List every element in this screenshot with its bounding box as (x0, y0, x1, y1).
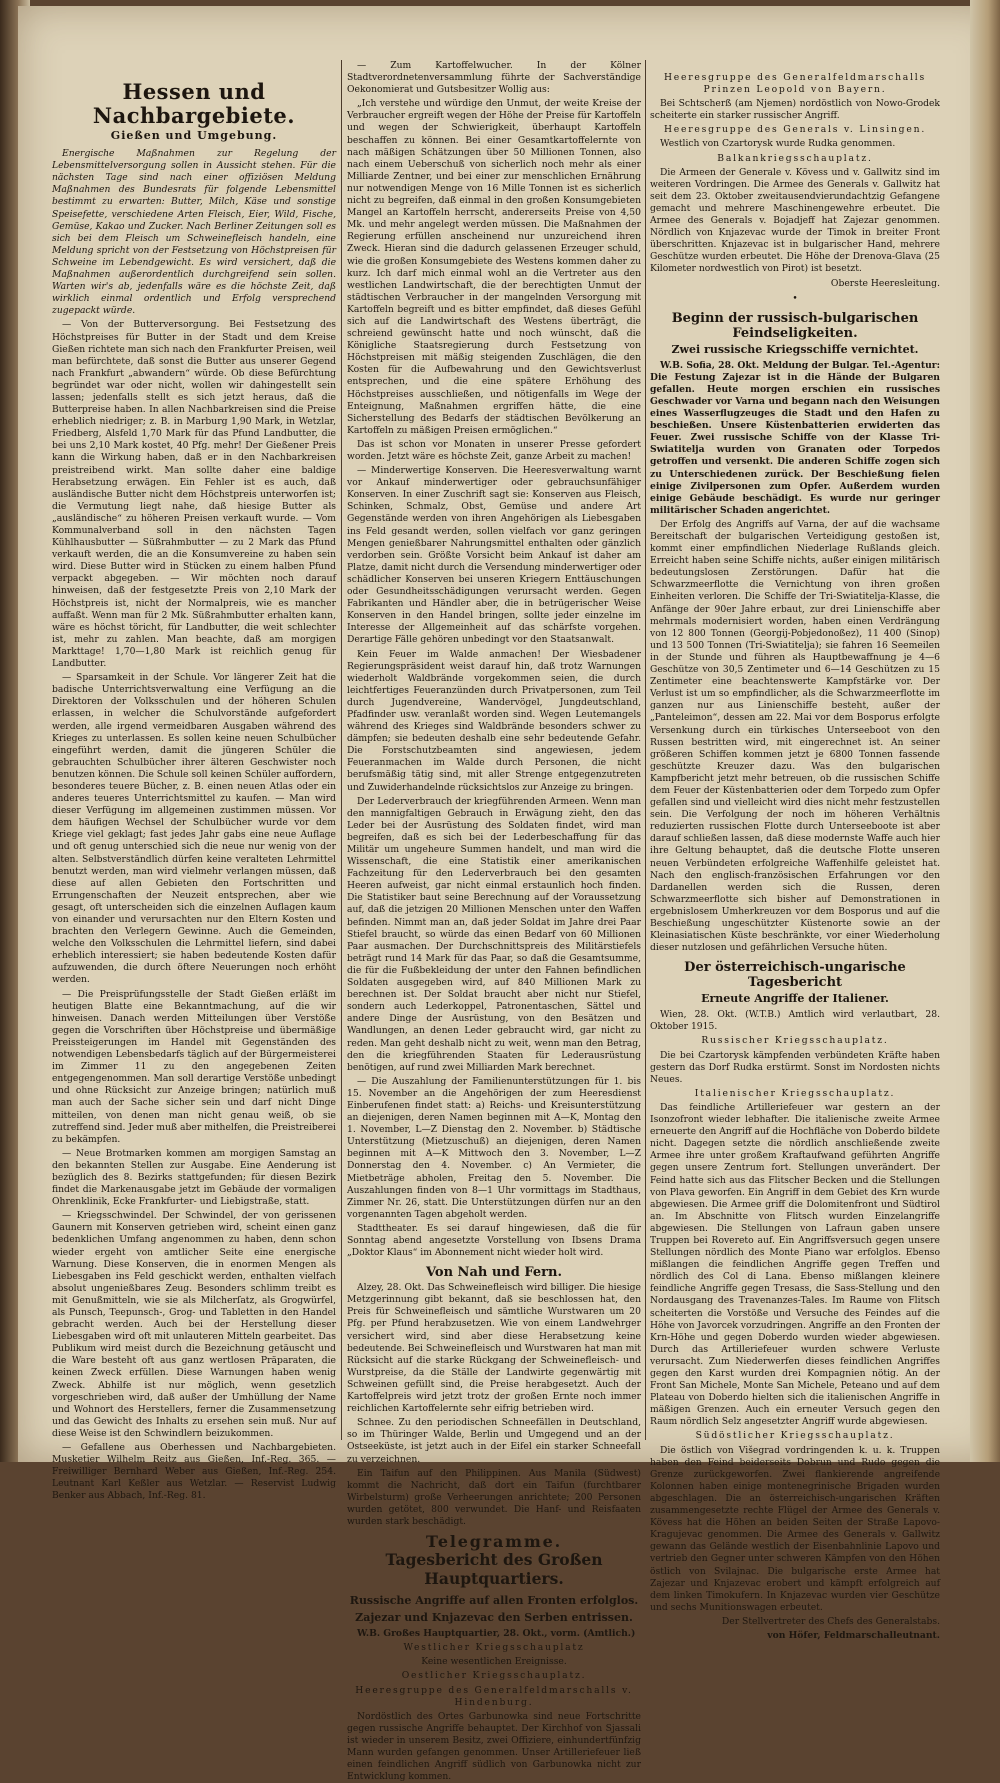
theater-heading: Russischer Kriegsschauplatz. (701, 1035, 889, 1047)
dateline: Wien, 28. Okt. (W.T.B.) Amtlich wird verlautbart, 28. Oktober 1915. (650, 1009, 940, 1033)
headline-austrian-report: Der österreichisch-ungarische Tagesbericht (684, 960, 906, 991)
paragraph: — Kriegsschwindel. Der Schwindel, der von gerissenen Gaunern mit Konserven getrieben wird, scheint einen ganz bedenklichen Umfang angenommen zu haben, denn schon wieder ergeht von amtlicher Seite eine energische Warnung. Diese Konserven, die in enormen Mengen als Liebesgaben ins Feld geschickt werden, enthalten vielfach absolut ungenießbares Zeug. Besonders schlimm treibt es mit Genußmitteln, wie sie als Milcherſatz, als Grogwürfel, als Punsch, Teepunsch-, Grog- und Tabletten in den Handel gebracht werden. Auch bei der Herstellung dieser Liebesgaben wird oft mit unlauteren Mitteln gearbeitet. Das Publikum wird meist durch die Bezeichnung getäuscht und die Ware besteht oft aus ganz wertlosen Präparaten, die keinen Zweck erfüllen. Diese Warnungen haben wenig Zweck. Abhilfe ist nur möglich, wenn gesetzlich vorgeschrieben wird, daß außer der Umhüllung der Name und Wohnort des Herstellers, ferner die Zusammensetzung und das Gewicht des Inhalts zu ersehen sein muß. Nur auf diese Weise ist den Schwindlern beizukommen. (52, 1210, 336, 1439)
paragraph: Stadttheater. Es sei darauf hingewiesen, daß die für Sonntag abend angesetzte Vorstellung von Ibsens Drama „Doktor Klaus“ im Abonnement nicht wieder holt wird. (347, 1222, 641, 1259)
paragraph: Das ist schon vor Monaten in unserer Presse gefordert worden. Jetzt wäre es höchste Zeit, ganze Arbeit zu machen! (347, 438, 641, 462)
army-group-heading: Heeresgruppe des Generalfeldmarschalls v. Hindenburg. (355, 1684, 633, 1708)
subheadline-warships: Zwei russische Kriegsschiffe vernichtet. (671, 342, 919, 356)
column-rule-2 (645, 60, 646, 1440)
theater-heading: Oestlicher Kriegsschauplatz. (401, 1670, 587, 1682)
paragraph: Das feindliche Artilleriefeuer war gestern an der Isonzofront wieder lebhafter. Die italienische zweite Armee erneuerte den Angriff auf die Hochfläche von Doberdo bildete nicht. Dagegen setzte die nördlich anschließende zweite Armee ihre unter großem Kraftaufwand geführten Angriffe gegen unsere Zentrum fort. Stellungen unverändert. Der Feind hatte sich aus das Flitscher Becken und die Stellungen von Plava geworfen. Ein Angriff in dem Gebiet des Krn wurde abgewiesen. Die Armee griff die Dolomitenfront und Südtirol an. Im Abschnitte von Flitsch wurden Einzelangriffe abgewiesen. Die Stellungen von Lafraun gaben unsere Truppen bei Rovereto auf. Ein Angriffsversuch gegen unsere Stellungen nördlich des Monte Piano war erfolglos. Ebenso mißlangen die feindlichen Angriffe gegen Treffen und nördlich des Col di Lana. Ebenso mißlangen kleinere feindliche Angriffe gegen Tresass, die Sass-Stellung und den Nordausgang des Travenanzes-Tales. Im Raume von Flitsch scheiterten die Vorstöße und Versuche des Feindes auf die Höhe von Javorcek vorzudringen. Angriffe an den Fronten der Krn-Höhe und gegen Doberdo wurden wieder abgewiesen. Durch das Artilleriefeuer wurden schwere Verluste verursacht. Zum Niederwerfen dieses feindlichen Angriffes gegen den Karst wurden drei Kompagnien nötig. An der Front San Michele, Monte San Michele, Peteano und auf dem Plateau von Doberdo hielten sich die italienischen Angriffe in mäßigen Grenzen. Auch ein erneuter Versuch gegen den Raum nördlich Selz angesetzter Angriff wurde abgewiesen. (650, 1101, 940, 1428)
paragraph: Der Lederverbrauch der kriegführenden Armeen. Wenn man den mannigfaltigen Gebrauch in Erwägung zieht, den das Leder bei der Ausrüstung des Soldaten findet, wird man begreifen, daß es sich bei der Lederbeschaffung für das Militär um ungeheure Summen handelt, und man wird die Wissenschaft, die eine Statistik einer amerikanischen Fachzeitung für den Lederverbrauch bei den gesamten Heeren aufweist, gar nicht einmal erstaunlich hoch finden. Die Statistiker baut seine Berechnung auf der Voraussetzung auf, daß die jetzigen 20 Millionen Menschen unter den Waffen befinden. Nimmt man an, daß jeder Soldat im Jahre drei Paar Stiefel braucht, so würde das einen Bedarf von 60 Millionen Paar ausmachen. Der Durchschnittspreis des Militärstiefels beträgt rund 14 Mark für das Paar, so daß die Gesamtsumme, die für die Fußbekleidung der unter den Fahnen befindlichen Soldaten ausgegeben wird, auf 840 Millionen Mark zu berechnen ist. Der Soldat braucht aber nicht nur Stiefel, sondern auch Lederkoppel, Patronentaschen, Sättel und andere Dinge der Ausrüstung, von den Besätzen und Wandlungen, an denen Leder gebraucht wird, gar nicht zu reden. Man geht deshalb nicht zu weit, wenn man den Betrag, den die kriegführenden Staaten für Lederausrüstung benötigen, auf rund zwei Milliarden Mark berechnet. (347, 795, 641, 1073)
section-title-telegramme: Telegramme. (426, 1532, 562, 1552)
army-group-heading: Heeresgruppe des Generalfeldmarschalls Prinzen Leopold von Bayern. (663, 72, 927, 96)
paragraph: — Die Preisprüfungsstelle der Stadt Gießen erläßt im heutigen Blatte eine Bekanntmachung, auf die wir hinweisen. Danach werden Mitteilungen über Verstöße gegen die Vorschriften über Höchstpreise und übermäßige Preissteigerungen im Handel mit Gegenständen des notwendigen Lebensbedarfs täglich auf der Bürgermeisterei im Zimmer 11 zu den angegebenen Zeiten entgegengenommen. Man soll derartige Verstöße unbedingt und ohne Rücksicht zur Anzeige bringen; natürlich muß man auch der Sache sicher sein und darf nicht Dinge mitteilen, von denen man nicht genau weiß, ob sie zutreffend sind. Jeder muß aber mithelfen, die Preistreiberei zu bekämpfen. (52, 988, 336, 1145)
paragraph: „Ich verstehe und würdige den Unmut, der weite Kreise der Verbraucher ergreift wegen der Höhe der Preise für Kartoffeln und wegen der Schwierigkeit, überhaupt Kartoffeln beschaffen zu können. Bei einer Gesamtkartoffelernte von nach mäßigen Schätzungen über 50 Millionen Tonnen, also nach einem Ueberschuß von sicherlich noch mehr als einer Milliarde Zentner, und bei einer zur menschlichen Ernährung nur notwendigen Menge von 16 Mille Tonnen ist es sicherlich nicht zu begreifen, daß einmal in den großen Konsumgebieten Mangel an Kartoffeln herrscht, andererseits Preise von 4,50 Mk. und mehr angelegt werden müssen. Die Maßnahmen der Regierung erfüllen anscheinend nur unzureichend ihren Zweck. Hieran sind die dadurch gelassenen Erzeuger schuld, wie die großen Konsumgebiete des Westens kommen daher zu kurz. Ich darf mich einmal wohl an die Vertreter aus den westlichen Landwirtschaft, die der berechtigten Unmut der städtischen Verbraucher in der mangelnden Versorgung mit Kartoffeln begreift und es bitter empfindet, daß dieses Gefühl sich auf die Landwirtschaft des Westens überträgt, die schreiend gewünscht hatte und noch wünscht, daß die Königliche Staatsregierung durch Festsetzung von Höchstpreisen mit mäßig steigenden Zuschlägen, die den Kosten für die Aufbewahrung und den Gewichtsverlust entsprechen, und die eine spätere Erhöhung des Höchstpreises ausschließen, und nötigenfalls im Wege der Enteignung, Maßnahmen ergriffen hätte, die eine Sicherstellung des Bedarfs der städtischen Bevölkerung an Kartoffeln zu mäßigen Preisen ermöglichen.“ (347, 98, 641, 436)
subheadline-serbs: Zajezar und Knjazevac den Serben entrissen. (355, 1611, 633, 1625)
theater-heading: Balkankriegsschauplatz. (717, 152, 873, 164)
paragraph: Ein Taifun auf den Philippinen. Aus Manila (Südwest) kommt die Nachricht, daß dort ein Taifun (furchtbarer Wirbelsturm) große Verheerungen anrichtete; 200 Personen wurden getötet, 800 verwundet. Die Hanf- und Reisfaaten wurden stark beschädigt. (347, 1467, 641, 1527)
paragraph: — Von der Butterversorgung. Bei Festsetzung des Höchstpreises für Butter in der Stadt und dem Kreise Gießen richtete man sich nach den Frankfurter Preisen, weil man befürchtete, daß sonst die Butter aus unserer Gegend nach Frankfurt „abwandern“ würde. Ob diese Befürchtung begründet war oder nicht, wollen wir dahingestellt sein lassen; jedenfalls stellt es sich jetzt heraus, daß die Butterpreise haben. In allen Nachbarkreisen sind die Preise erheblich niedriger; z. B. in Marburg 1,90 Mark, in Wetzlar, Friedberg, Alsfeld 1,70 Mark für das Pfund Landbutter, die bei uns 2,10 Mark kostet, 40 Pfg. mehr! Der Gießener Preis kann die Wirkung haben, daß er in den Nachbarkreisen preistreibend wirkt. Man sollte daher eine baldige Herabsetzung erwägen. Ein Fehler ist es auch, daß ausländische Butter nicht dem Höchstpreis unterworfen ist; die Vermutung liegt nahe, daß hiesige Butter als „ausländische“ zu höheren Preisen verkauft wurde. — Vom Kommunalverband soll in den nächsten Tagen Kühlhausbutter — Süßrahmbutter — zu 2 Mark das Pfund verkauft werden, die an die Konsumvereine zu haben sein wird. Diese Butter wird in Stücken zu einem halben Pfund verpackt abgegeben. — Wir möchten noch darauf hinweisen, daß der festgesetzte Preis von 2,10 Mark der Höchstpreis ist, nicht der Normalpreis, wie es mancher auffaßt. Wenn man für 2 Mk. Süßrahmbutter erhalten kann, wäre es höchst töricht, für Landbutter, die weit schlechter ist, mehr zu zahlen. Man beachte, daß am morgigen Markttage! 1,70—1,80 Mark ist reichlich genug für Landbutter. (52, 319, 336, 670)
theater-heading: Westlicher Kriegsschauplatz (403, 1642, 585, 1654)
subheadline-italians: Erneute Angriffe der Italiener. (701, 992, 889, 1006)
paragraph: — Sparsamkeit in der Schule. Vor längerer Zeit hat die badische Unterrichtsverwaltung eine Verfügung an die Direktoren der Volksschulen und der höheren Schulen erlassen, in welcher die Schulvorstände aufgefordert werden, alle irgend vermeidbaren Ausgaben während des Krieges zu unterlassen. Es sollen keine neuen Schulbücher eingeführt werden, damit die jüngeren Schüler die gebrauchten Schulbücher ihrer älteren Geschwister noch benutzen können. Die Schule soll keinen Schüler auffordern, besonderes teuere Bücher, z. B. einen neuen Atlas oder ein anderes teueres Unterrichtsmittel zu kaufen. — Man wird dieser Verfügung im allgemeinen zustimmen müssen. Vor dem häufigen Wechsel der Schulbücher wurde vor dem Kriege viel geklagt; fast jedes Jahr gabs eine neue Auflage und oft genug unterschied sich die neue nur wenig von der alten. Selbstverständlich dürfen keine veralteten Lehrmittel benutzt werden, man wird vielmehr verlangen müssen, daß diese auf allen Gebieten den Fortschritten und Errungenschaften der Neuzeit entsprechen, aber wie gesagt, oft unterscheiden sich die einzelnen Auflagen kaum von einander und verursachten nur den Eltern Kosten und brachten den Verlegern Gewinne. Auch die Gemeinden, welche den Volksschulen die Lehrmittel liefern, sind dabei erheblich interessiert; sie haben bedeutende Kosten dafür aufzuwenden, die durch öftere Neuerungen noch erhöht werden. (52, 672, 336, 986)
divider: • (792, 293, 798, 304)
headline-russian-bulgarian: Beginn der russisch-bulgarischen Feindseligkeiten. (671, 310, 919, 341)
army-group-heading: Heeresgruppe des Generals v. Linsingen. (663, 124, 927, 136)
paragraph: Die Armeen der Generale v. Kövess und v. Gallwitz sind im weiteren Vordringen. Die Armee des Generals v. Gallwitz hat seit dem 23. Oktober zweitausendvierundachtzig Gefangene gemacht und mehrere Maschinengewehre erbeutet. Die Armee des Generals v. Bojadjeff hat Zajezar genommen. Nördlich von Knjazevac wurde der Timok in breiter Front überschritten. Knjazevac ist in bulgarischer Hand, mehrere Geschütze wurden erbeutet. Die Höhe der Drenova-Glava (25 Kilometer nordwestlich von Pirot) ist besetzt. (650, 166, 940, 275)
paragraph: Keine wesentlichen Ereignisse. (421, 1656, 567, 1668)
signature: von Höfer, Feldmarschalleutnant. (767, 1629, 940, 1641)
theater-heading: Südöstlicher Kriegsschauplatz. (695, 1430, 895, 1442)
paragraph: — Zum Kartoffelwucher. In der Kölner Stadtverordnetenversammlung führte der Sachverständige Oekonomierat und Gutsbesitzer Wollig aus: (347, 60, 641, 96)
signature: Oberste Heeresleitung. (830, 277, 940, 289)
paragraph: Kein Feuer im Walde anmachen! Der Wiesbadener Regierungspräsident weist darauf hin, daß trotz Warnungen wiederholt Waldbrände vorgekommen seien, die durch leichtfertiges Feueranzünden durch Privatpersonen, zum Teil durch Jugendvereine, Wandervögel, Jungdeutschland, Pfadfinder usw. veranlaßt worden sind. Wegen Leutemangels während des Krieges sind Waldbrände besonders schwer zu dämpfen; sie bedeuten deshalb eine sehr bedeutende Gefahr. Die Forstschutzbeamten sind angewiesen, jedem Feueranmachen im Walde durch Personen, die nicht berufsmäßig tätig sind, mit aller Strenge entgegenzutreten und Zuwiderhandelnde rücksichtslos zur Anzeige zu bringen. (347, 648, 641, 793)
paragraph: — Minderwertige Konserven. Die Heeresverwaltung warnt vor Ankauf minderwertiger oder gebrauchsunfähiger Konserven. In einer Zuschrift sagt sie: Konserven aus Fleisch, Schinken, Schmalz, Obst, Gemüse und andere Art Gegenstände werden von ihren Angehörigen als Liebesgaben ins Feld gesandt werden, sollen vielfach vor ganz geringen Mengen genießbarer Nahrungsmittel enthalten oder gänzlich verdorben sein. Größte Vorsicht beim Ankauf ist daher am Platze, damit nicht durch die Versendung minderwertiger oder schädlicher Konserven bei unseren Kriegern Enttäuschungen oder Gesundheitsschädigungen verursacht werden. Gegen Fabrikanten und Händler aber, die in betrügerischer Weise Konserven in den Handel bringen, sollte jeder einzelne im Interesse der Allgemeinheit auf das schärfste vorgehen. Derartige Fälle gehören unbedingt vor den Staatsanwalt. (347, 465, 641, 646)
paragraph: Die östlich von Višegrad vordringenden k. u. k. Truppen haben den Feind beiderseits Dobrun und Rudo gegen die Grenze zurückgeworfen. Zwei flankierende angreifende Kolonnen haben einige montenegrinische Brigaden wurden abgeschlagen. Die an österreichisch-ungarischen Kräften zusammengesetzte rechte Flügel der Armee des Generals v. Kövess hat die Höhen an beiden Seiten der Straße Lapovo-Kragujevac genommen. Die Armee des Generals v. Gallwitz gewann das Gelände westlich der Eisenbahnlinie Lapovo und vertrieb den Gegner unter schweren Kämpfen von den Höhen östlich von Svilajnac. Die bulgarische erste Armee hat Zajezar und Knjazevac erobert und kämpft erfolgreich auf dem linken Timokufern. In Knjazevac wurden vier Geschütze und sechs Munitionswagen erbeutet. (650, 1444, 940, 1613)
theater-heading: Italienischer Kriegsschauplatz. (694, 1087, 896, 1099)
paragraph: — Neue Brotmarken kommen am morgigen Samstag an den bekannten Stellen zur Ausgabe. Eine Aenderung ist bezüglich des 8. Bezirks stattgefunden; für diesen Bezirk findet die Markenausgabe jetzt im Gebäude der vormaligen Ohrenklinik, Ecke Frankfurter- und Liebigstraße, statt. (52, 1147, 336, 1208)
paragraph: Bei Schtscherß (am Njemen) nordöstlich von Nowo-Grodek scheiterte ein starker russischer Angriff. (650, 98, 940, 122)
subheadline-russian-attacks: Russische Angriffe auf allen Fronten erfolglos. (349, 1594, 639, 1608)
column-rule-1 (341, 60, 342, 1440)
paragraph: Der Erfolg des Angriffs auf Varna, der auf die wachsame Bereitschaft der bulgarischen Verteidigung gestoßen ist, kommt einer empfindlichen Niederlage Rußlands gleich. Erreicht haben seine Schiffe nichts, außer einigen militärisch bedeutungslosen Zerstörungen. Dafür hat die Schwarzmeerflotte die Vernichtung von ihren großen Einheiten verloren. Die Schiffe der Tri-Swiatitelja-Klasse, die Anfänge der 90er Jahre erbaut, zur drei Linienschiffe aber mehrmals modernisiert worden, haben einen Verdrängung von 12 800 Tonnen (Georgij-Pobjedonoßez), 11 400 (Sinop) und 13 500 Tonnen (Tri-Swiatitelja); sie fahren 16 Seemeilen in der Stunde und führen als Hauptbewaffnung je 4—6 Geschütze von 30,5 Zentimeter und 6—14 Geschützen zu 15 Zentimeter eine beachtenswerte Kampfstärke vor. Der Verlust ist um so empfindlicher, als die Schwarzmeerflotte im ganzen nur aus Linienschiffe besteht, außer der „Panteleimon“, dessen am 22. Mai vor dem Bosporus erfolgte Versenkung durch ein türkisches Unterseeboot von den Russen bestritten wird, mit eingerechnet ist. An seiner größeren Schiffen kommen jetzt je 6800 Tonnen fassende geschützte Kreuzer dazu. Was den bulgarischen Kampfbericht jetzt mehr betreuen, ob die russischen Schiffe dem Feuer der Küstenbatterien oder dem Torpedo zum Opfer gefallen sind und vielleicht wird dies nicht mehr festzustellen sein. Die Verfolgung der noch im höheren Verhältnis reduzierten russischen Flotte durch Unterseeboote ist aber darauf schließen lassen, daß diese modernste Waffe auch hier ihre Geltung behauptet, daß die deutsche Flotte unseren neuen Verbündeten erfolgreiche Waffenhilfe geleistet hat. Nach den englisch-französischen Erfahrungen vor den Dardanellen werden sich die Russen, deren Schwarzmeerflotte sich bisher auf Demonstrationen in ergebnislosem Umherkreuzen vor dem Bosporus und auf die Beschießung ungeschützter Küstenorte sowie an der Kleinasiatischen Küste beschränkte, vor einer Wiederholung dieser nutzlosen und gefährlichen Versuche hüten. (650, 518, 940, 954)
headline-hauptquartier: Tagesbericht des Großen Hauptquartiers. (385, 1550, 603, 1589)
section-title-hessen: Hessen und Nachbargebiete. (92, 79, 296, 128)
column-middle (347, 60, 641, 1783)
column-right (650, 72, 940, 1763)
paragraph: Die bei Czartorysk kämpfenden verbündeten Kräfte haben gestern das Dorf Rudka erstürmt. Sonst im Nordosten nichts Neues. (650, 1049, 940, 1085)
paragraph: Westlich von Czartorysk wurde Rudka genommen. (660, 138, 896, 150)
paragraph: Alzey, 28. Okt. Das Schweinefleisch wird billiger. Die hiesige Metzgerinnung gibt bekannt, daß sie beschlossen hat, den Preis für Schweinefleisch und sämtliche Wurstwaren um 20 Pfg. per Pfund herabzusetzen. Wie von einem Landwehrger versichert wird, sind aber diese Herabsetzung keine bedeutende. Bei Schweinefleisch und Wurstwaren hat man mit Rücksicht auf die starke Rückgang der Schweinefleisch- und Wurstpreise, da die Ställe der Landwirte gegenwärtig mit Schweinen gefüllt sind, die Preise herabgesetzt. Auch der Kartoffelpreis wird jetzt trotz der großen Ernte noch immer reichlichen Kartoffelernte sehr eifrig betrieben wird. (347, 1282, 641, 1415)
page-edge (970, 0, 1000, 1462)
paragraph: Energische Maßnahmen zur Regelung der Lebensmittelversorgung sollen in Aussicht stehen. Für die nächsten Tage sind nach einer offiziösen Meldung Maßnahmen des Bundesrats für folgende Lebensmittel bestimmt zu erwarten: Butter, Milch, Käse und sonstige Speisefette, verschiedene Arten Fleisch, Eier, Wild, Fische, Gemüse, Kakao und Zucker. Nach Berliner Zeitungen soll es sich bei dem Fleisch um Schweinefleisch handeln, eine Meldung spricht von der Festsetzung von Höchstpreisen für Schweine im Lebendgewicht. Es wird versichert, daß die Maßnahmen außerordentlich durchgreifend sein sollen. Warten wir's ab, jedenfalls wäre es die höchste Zeit, daß wirklich einmal ordentlich und Erfolg versprechend zugepackt würde. (52, 148, 336, 317)
dateline: W.B. Großes Hauptquartier, 28. Okt., vorm. (Amtlich.) (357, 1628, 636, 1640)
paragraph: W.B. Sofia, 28. Okt. Meldung der Bulgar. Tel.-Agentur: Die Festung Zajezar ist in die Hände der Bulgaren gefallen. Heute morgen erschien ein russisches Geschwader vor Varna und begann nach den Weisungen eines Wasserflugzeuges die Stadt und den Hafen zu beschießen. Unsere Küstenbatterien erwiderten das Feuer. Zwei russische Schiffe von der Klasse Tri-Swiatitelja wurden von Granaten oder Torpedos getroffen und versenkt. Die anderen Schiffe zogen sich zu Unterschiedenen zurück. Der Beschießung fielen einige Zivilpersonen zum Opfer. Außerdem wurden einige Gebäude beschädigt. Es wurde nur geringer militärischer Schaden angerichtet. (650, 359, 940, 516)
paragraph: Nordöstlich des Ortes Garbunowka sind neue Fortschritte gegen russische Angriffe behauptet. Der Kirchhof von Sjassali ist wieder in unserem Besitz, zwei Offiziere, einhundertfünfzig Mann wurden gefangen genommen. Unser Artilleriefeuer ließ einen feindlichen Angriff südlich von Garbunowka nicht zur Entwicklung kommen. (347, 1710, 641, 1783)
section-subtitle-giessen: Gießen und Umgebung. (110, 129, 278, 142)
signature: Der Stellvertreter des Chefs des Generalstabs. (721, 1615, 940, 1627)
paragraph: — Die Auszahlung der Familienunterstützungen für 1. bis 15. November an die Angehörigen der zum Heeresdienst Einberufenen findet statt: a) Reichs- und Kreisunterstützung an diejenigen, deren Namen beginnen mit A—K, Montag den 1. November, L—Z Dienstag den 2. November. b) Städtische Unterstützung (Mietzuschuß) an diejenigen, deren Namen beginnen mit A—K Mittwoch den 3. November, L—Z Donnerstag den 4. November. c) An Vermieter, die Mietbeträge abholen, Freitag den 5. November. Die Auszahlungen finden von 8—1 Uhr vormittags im Stadthaus, Zimmer Nr. 26, statt. Die Unterstützungen dürfen nur an den vorgenannten Tagen abgeholt werden. (347, 1075, 641, 1220)
column-hessen (52, 60, 336, 1763)
paragraph: — Gefallene aus Oberhessen und Nachbargebieten. Musketier Wilhelm Reitz aus Gießen, Inf.-Reg. 365. — Freiwilliger Bernhard Weber aus Gießen, Inf.-Reg. 254. Leutnant Karl Keßler aus Wetzlar. — Reservist Ludwig Benker aus Abbach, Inf.-Reg. 81. (52, 1442, 336, 1502)
section-title-nah-fern: Von Nah und Fern. (426, 1265, 562, 1281)
paragraph: Schnee. Zu den periodischen Schneefällen in Deutschland, so im Thüringer Walde, Berlin und Umgegend und an der Ostseeküste, ist jetzt auch in der Eifel ein starker Schneefall zu verzeichnen. (347, 1417, 641, 1465)
